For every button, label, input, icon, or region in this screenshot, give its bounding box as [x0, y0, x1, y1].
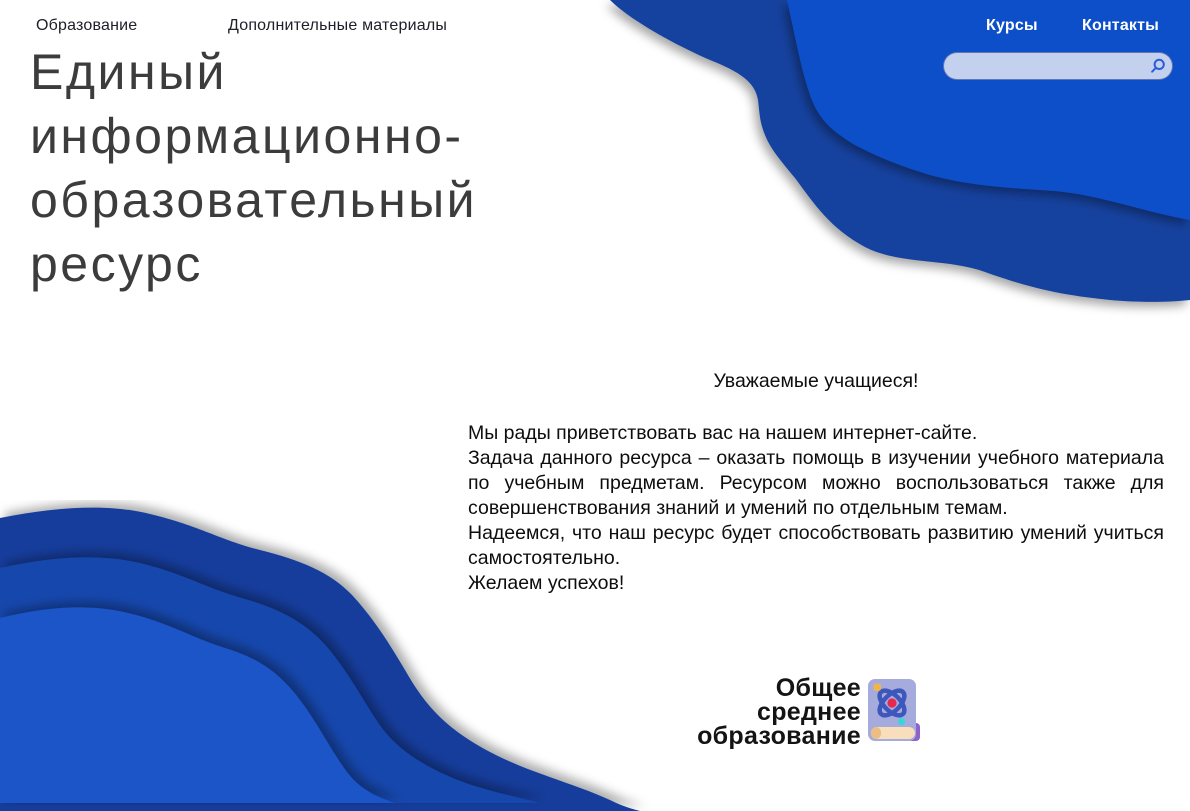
page-title-line: образовательный: [30, 172, 478, 228]
welcome-section: [468, 369, 1164, 596]
top-right-wave-decoration: [590, 0, 1190, 320]
welcome-paragraph: Мы рады приветствовать вас на нашем интернет-сайте.: [468, 422, 978, 444]
page-title-line: ресурс: [30, 236, 203, 292]
nav-courses[interactable]: Курсы: [986, 17, 1038, 34]
welcome-paragraph: Задача данного ресурса – оказать помощь в изучении учебного материала по учебным предметам. Ресурсом можно воспользоваться также для совершенствования знаний и умений по отдельным темам.: [468, 447, 1164, 519]
site-logo-text-line: Общее: [775, 674, 861, 702]
welcome-paragraph: Надеемся, что наш ресурс будет способствовать развитию умений учиться самостоятельно.: [468, 522, 1164, 569]
page-title: [30, 40, 477, 296]
greeting-text: Уважаемые учащиеся!: [713, 370, 919, 392]
page-title-line: информационно-: [30, 108, 464, 164]
nav-education[interactable]: Образование: [36, 17, 138, 34]
site-logo: [560, 676, 920, 748]
site-logo-text-line: среднее: [757, 698, 861, 726]
page-title-line: Единый: [30, 44, 227, 100]
book-atom-icon: [868, 679, 920, 745]
search-icon[interactable]: [1149, 58, 1166, 75]
search-input[interactable]: [943, 52, 1173, 80]
nav-contacts[interactable]: Контакты: [1082, 17, 1160, 34]
site-logo-text: [697, 676, 861, 748]
search-box: [943, 52, 1173, 80]
nav-additional-materials[interactable]: Дополнительные материалы: [228, 17, 448, 34]
welcome-paragraph: Желаем успехов!: [468, 572, 625, 594]
site-logo-text-line: образование: [697, 722, 861, 750]
